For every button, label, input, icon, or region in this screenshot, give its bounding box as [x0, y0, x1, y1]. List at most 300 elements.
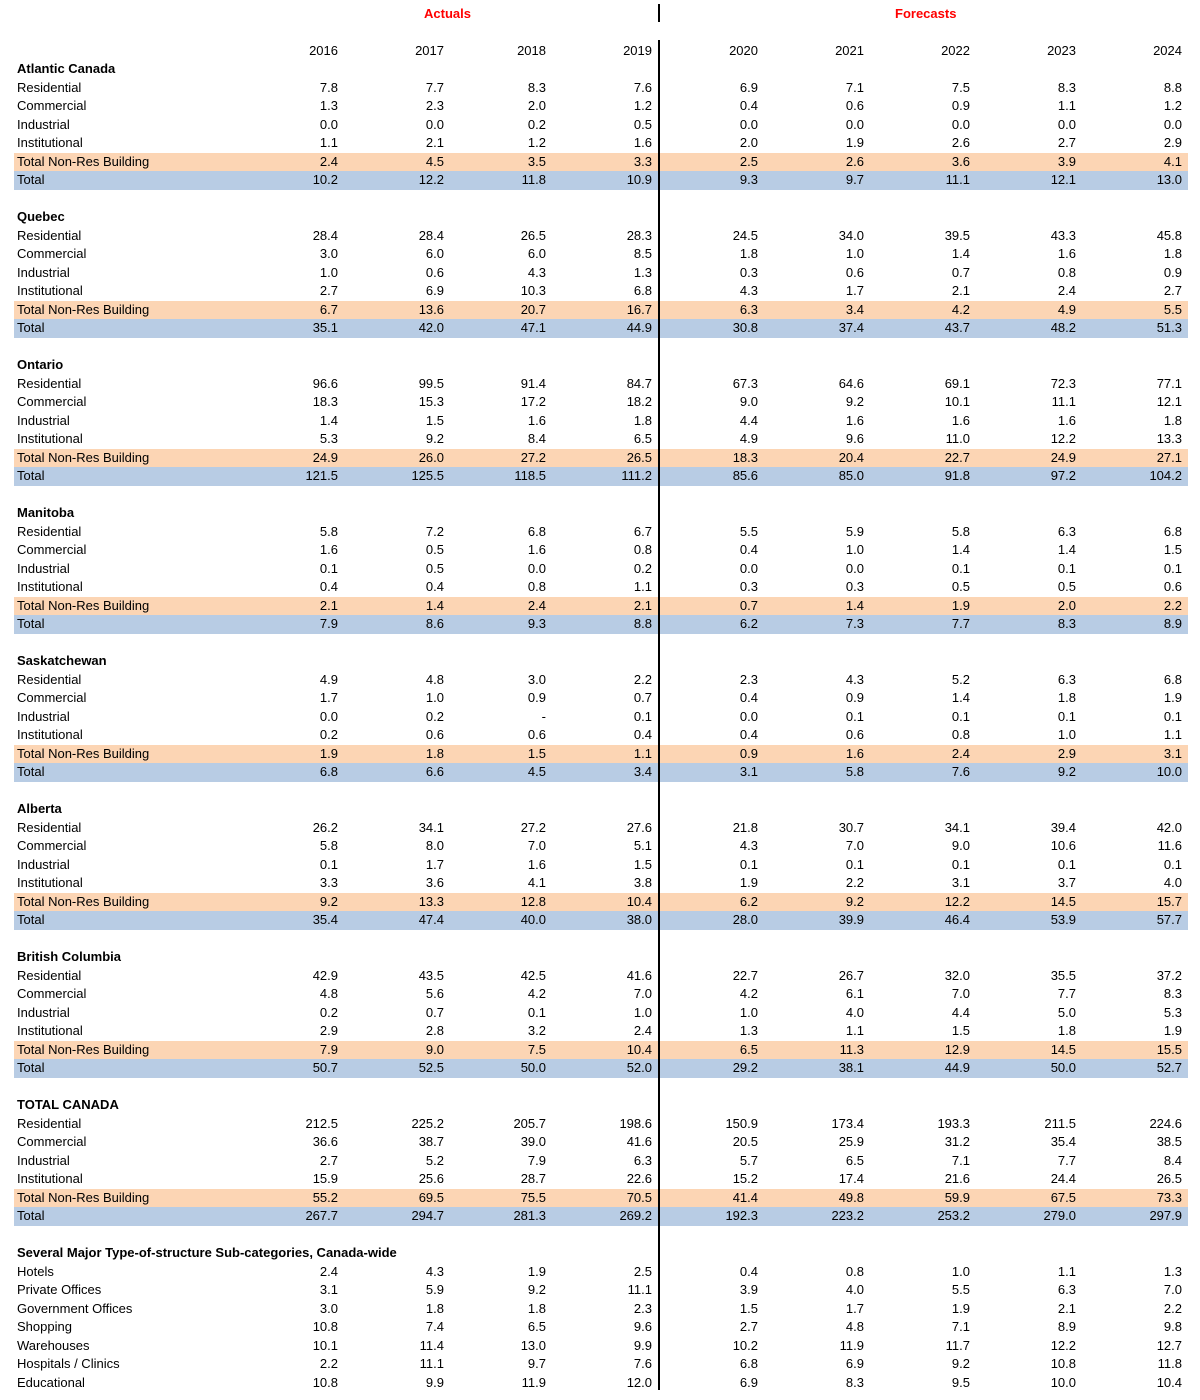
- value-cell: 193.3: [937, 1115, 970, 1131]
- row-label: Residential: [17, 79, 82, 95]
- row-label: Industrial: [17, 264, 70, 280]
- value-cell: 4.9: [1057, 301, 1076, 317]
- value-cell: 1.9: [527, 1263, 546, 1279]
- value-cell: 1.8: [425, 1300, 444, 1316]
- value-cell: 9.2: [319, 893, 338, 909]
- value-cell: 4.8: [319, 986, 338, 1001]
- value-cell: 0.7: [633, 690, 652, 705]
- value-cell: 1.0: [633, 1004, 652, 1020]
- value-cell: 224.6: [1149, 1115, 1182, 1131]
- year-header: 2016: [309, 43, 338, 58]
- value-cell: 11.0: [945, 431, 970, 446]
- value-cell: 0.6: [425, 264, 444, 280]
- value-cell: 9.3: [739, 172, 758, 187]
- value-cell: 1.4: [951, 690, 970, 705]
- year-header: 2023: [1047, 43, 1076, 58]
- value-cell: 3.9: [739, 1282, 758, 1297]
- value-cell: 6.7: [319, 301, 338, 317]
- row-label: Institutional: [17, 1023, 83, 1038]
- section-title: Quebec: [17, 209, 65, 224]
- value-cell: 0.9: [1163, 264, 1182, 280]
- value-cell: 5.8: [319, 838, 338, 853]
- value-cell: 0.1: [633, 708, 652, 724]
- value-cell: 0.8: [527, 579, 546, 594]
- row-label: Total: [17, 172, 45, 187]
- table-row: [14, 1152, 1188, 1171]
- value-cell: 6.0: [425, 246, 444, 261]
- value-cell: 1.9: [1163, 1023, 1182, 1038]
- value-cell: 0.0: [739, 116, 758, 132]
- value-cell: 212.5: [305, 1115, 338, 1131]
- value-cell: 0.1: [1057, 708, 1076, 724]
- value-cell: 9.6: [845, 431, 864, 446]
- value-cell: 5.5: [1163, 301, 1182, 317]
- value-cell: 0.2: [527, 116, 546, 132]
- value-cell: 211.5: [1044, 1115, 1076, 1131]
- value-cell: 24.9: [312, 449, 338, 465]
- total-row: [14, 1207, 1188, 1226]
- row-label: Commercial: [17, 246, 87, 261]
- value-cell: 8.9: [1057, 1319, 1076, 1334]
- value-cell: 0.9: [527, 690, 546, 705]
- value-cell: 0.0: [1057, 116, 1076, 132]
- value-cell: 6.0: [527, 246, 546, 261]
- value-cell: 5.3: [319, 431, 338, 446]
- value-cell: 4.0: [845, 1004, 864, 1020]
- value-cell: 0.5: [633, 116, 652, 132]
- value-cell: 7.9: [527, 1152, 546, 1168]
- value-cell: 15.5: [1156, 1041, 1182, 1057]
- value-cell: 1.8: [1163, 246, 1182, 261]
- value-cell: 2.7: [739, 1319, 758, 1334]
- value-cell: 43.5: [418, 967, 444, 983]
- value-cell: 2.6: [845, 153, 864, 169]
- value-cell: 0.1: [845, 708, 864, 724]
- value-cell: 0.1: [527, 1004, 546, 1020]
- value-cell: 0.4: [319, 579, 338, 594]
- table-row: [14, 1318, 1188, 1337]
- value-cell: 35.4: [312, 912, 338, 927]
- value-cell: 4.1: [527, 875, 546, 890]
- section-title: Atlantic Canada: [17, 61, 116, 76]
- value-cell: 1.7: [425, 856, 444, 872]
- value-cell: 2.7: [319, 283, 338, 298]
- value-cell: 7.4: [425, 1319, 444, 1334]
- value-cell: 6.3: [1057, 671, 1076, 687]
- value-cell: 7.5: [527, 1041, 546, 1057]
- row-label: Hotels: [17, 1263, 54, 1279]
- nonres-total-row: [14, 1189, 1188, 1208]
- value-cell: 14.5: [1050, 893, 1076, 909]
- value-cell: 1.3: [1163, 1263, 1182, 1279]
- value-cell: 9.8: [1163, 1319, 1182, 1334]
- value-cell: 47.4: [418, 912, 444, 927]
- value-cell: 39.9: [838, 912, 864, 927]
- value-cell: 2.2: [1163, 1300, 1182, 1316]
- value-cell: 6.3: [1057, 523, 1076, 539]
- value-cell: 11.9: [521, 1374, 546, 1390]
- table-row: [14, 708, 1188, 727]
- value-cell: 52.7: [1156, 1060, 1182, 1075]
- value-cell: 4.3: [845, 671, 864, 687]
- value-cell: 2.1: [951, 283, 970, 298]
- value-cell: 1.9: [319, 745, 338, 761]
- table-row: [14, 671, 1188, 690]
- forecasts-header: Forecasts: [895, 6, 957, 21]
- value-cell: 6.6: [425, 764, 444, 779]
- value-cell: 3.5: [527, 153, 546, 169]
- value-cell: 1.4: [425, 597, 444, 613]
- value-cell: 0.2: [633, 560, 652, 576]
- value-cell: 1.6: [845, 412, 864, 428]
- value-cell: 1.6: [951, 412, 970, 428]
- value-cell: 0.5: [425, 542, 444, 557]
- value-cell: 36.6: [312, 1134, 338, 1149]
- value-cell: 7.7: [951, 616, 970, 631]
- value-cell: 1.8: [633, 412, 652, 428]
- value-cell: 121.5: [305, 468, 338, 483]
- table-row: [14, 1374, 1188, 1393]
- table-row: [14, 282, 1188, 301]
- value-cell: 10.9: [626, 172, 652, 187]
- value-cell: 85.0: [838, 468, 864, 483]
- value-cell: 34.1: [418, 819, 444, 835]
- value-cell: 2.2: [845, 875, 864, 890]
- value-cell: 50.0: [520, 1060, 546, 1075]
- row-label: Total: [17, 320, 45, 335]
- value-cell: 11.1: [419, 1356, 444, 1371]
- value-cell: 1.4: [951, 246, 970, 261]
- row-label: Total Non-Res Building: [17, 153, 150, 169]
- value-cell: 4.3: [739, 838, 758, 853]
- nonres-total-row: [14, 153, 1188, 172]
- row-label: Commercial: [17, 1134, 87, 1149]
- actuals-header: Actuals: [424, 6, 471, 21]
- year-header: 2019: [623, 43, 652, 58]
- value-cell: 38.7: [418, 1134, 444, 1149]
- value-cell: 1.0: [739, 1004, 758, 1020]
- value-cell: 11.8: [521, 172, 546, 187]
- row-label: Residential: [17, 375, 82, 391]
- value-cell: 2.2: [1163, 597, 1182, 613]
- value-cell: 6.9: [739, 79, 758, 95]
- value-cell: 34.0: [838, 227, 864, 243]
- value-cell: 7.9: [319, 616, 338, 631]
- value-cell: 41.4: [732, 1189, 758, 1205]
- value-cell: 59.9: [944, 1189, 970, 1205]
- value-cell: 4.2: [951, 301, 970, 317]
- value-cell: 0.1: [1057, 560, 1076, 576]
- value-cell: 9.7: [527, 1356, 546, 1371]
- value-cell: 6.3: [739, 301, 758, 317]
- value-cell: 2.7: [1057, 135, 1076, 150]
- value-cell: 6.5: [633, 431, 652, 446]
- value-cell: 0.3: [845, 579, 864, 594]
- row-label: Total Non-Res Building: [17, 745, 150, 761]
- value-cell: 1.6: [845, 745, 864, 761]
- year-header: 2022: [941, 43, 970, 58]
- value-cell: 8.6: [425, 616, 444, 631]
- value-cell: 4.2: [739, 986, 758, 1001]
- value-cell: 6.8: [319, 764, 338, 779]
- value-cell: 1.5: [633, 856, 652, 872]
- value-cell: 7.0: [527, 838, 546, 853]
- nonres-total-row: [14, 301, 1188, 320]
- table-row: [14, 985, 1188, 1004]
- nonres-total-row: [14, 745, 1188, 764]
- value-cell: 39.4: [1050, 819, 1076, 835]
- table-row: [14, 1022, 1188, 1041]
- value-cell: 4.8: [845, 1319, 864, 1334]
- value-cell: 3.1: [319, 1282, 338, 1297]
- table-row: [14, 375, 1188, 394]
- value-cell: 1.9: [845, 135, 864, 150]
- value-cell: 32.0: [944, 967, 970, 983]
- value-cell: 8.0: [425, 838, 444, 853]
- value-cell: 4.3: [739, 283, 758, 298]
- value-cell: 99.5: [418, 375, 444, 391]
- value-cell: 0.1: [319, 560, 338, 576]
- value-cell: 43.3: [1050, 227, 1076, 243]
- value-cell: 4.4: [739, 412, 758, 428]
- value-cell: 69.1: [944, 375, 970, 391]
- row-label: Hospitals / Clinics: [17, 1356, 120, 1371]
- value-cell: 2.5: [633, 1263, 652, 1279]
- value-cell: 27.2: [520, 449, 546, 465]
- value-cell: 0.5: [425, 560, 444, 576]
- value-cell: 2.4: [319, 153, 338, 169]
- value-cell: 4.0: [845, 1282, 864, 1297]
- value-cell: 50.0: [1050, 1060, 1076, 1075]
- value-cell: 9.0: [951, 838, 970, 853]
- actuals-forecasts-divider: [658, 40, 660, 1390]
- value-cell: 9.2: [951, 1356, 970, 1371]
- row-label: Residential: [17, 967, 82, 983]
- value-cell: 0.0: [527, 560, 546, 576]
- total-row: [14, 911, 1188, 930]
- value-cell: 3.1: [739, 764, 758, 779]
- value-cell: 0.8: [1057, 264, 1076, 280]
- value-cell: 5.8: [319, 523, 338, 539]
- value-cell: 1.0: [1057, 727, 1076, 742]
- row-label: Total: [17, 468, 45, 483]
- value-cell: 9.6: [633, 1319, 652, 1334]
- value-cell: 281.3: [513, 1208, 546, 1223]
- value-cell: 8.3: [1057, 79, 1076, 95]
- value-cell: 1.1: [1057, 98, 1076, 113]
- table-row: [14, 578, 1188, 597]
- value-cell: 42.0: [1156, 819, 1182, 835]
- row-label: Commercial: [17, 394, 87, 409]
- value-cell: 0.7: [739, 597, 758, 613]
- value-cell: 279.0: [1043, 1208, 1076, 1223]
- value-cell: 6.5: [527, 1319, 546, 1334]
- value-cell: 3.1: [951, 875, 970, 890]
- value-cell: 6.3: [1057, 1282, 1076, 1297]
- row-label: Residential: [17, 227, 82, 243]
- value-cell: 1.8: [1057, 690, 1076, 705]
- value-cell: 1.8: [527, 1300, 546, 1316]
- value-cell: 35.1: [312, 320, 338, 335]
- value-cell: 6.5: [845, 1152, 864, 1168]
- value-cell: 2.2: [633, 671, 652, 687]
- value-cell: 28.0: [732, 912, 758, 927]
- value-cell: 0.7: [425, 1004, 444, 1020]
- table-row: [14, 97, 1188, 116]
- value-cell: 47.1: [520, 320, 546, 335]
- value-cell: 0.7: [951, 264, 970, 280]
- value-cell: 26.0: [418, 449, 444, 465]
- value-cell: 5.2: [425, 1152, 444, 1168]
- table-row: [14, 245, 1188, 264]
- value-cell: 3.9: [1057, 153, 1076, 169]
- value-cell: 0.4: [739, 1263, 758, 1279]
- value-cell: 0.1: [1163, 708, 1182, 724]
- row-label: Institutional: [17, 1171, 83, 1186]
- value-cell: 9.9: [425, 1374, 444, 1390]
- nonres-total-row: [14, 597, 1188, 616]
- value-cell: 0.6: [527, 727, 546, 742]
- value-cell: 12.8: [520, 893, 546, 909]
- value-cell: 31.2: [944, 1134, 970, 1149]
- value-cell: 0.2: [425, 708, 444, 724]
- value-cell: 6.8: [633, 283, 652, 298]
- value-cell: 7.6: [951, 764, 970, 779]
- row-label: Industrial: [17, 560, 70, 576]
- value-cell: 104.2: [1149, 468, 1182, 483]
- value-cell: 2.4: [1057, 283, 1076, 298]
- row-label: Institutional: [17, 135, 83, 150]
- value-cell: 6.8: [739, 1356, 758, 1371]
- value-cell: 70.5: [626, 1189, 652, 1205]
- value-cell: 1.2: [527, 135, 546, 150]
- value-cell: 38.0: [626, 912, 652, 927]
- value-cell: 55.2: [312, 1189, 338, 1205]
- value-cell: 8.3: [1057, 616, 1076, 631]
- value-cell: 1.0: [951, 1263, 970, 1279]
- table-row: [14, 560, 1188, 579]
- value-cell: 39.5: [944, 227, 970, 243]
- value-cell: 8.8: [1163, 79, 1182, 95]
- value-cell: 20.5: [732, 1134, 758, 1149]
- value-cell: 6.5: [739, 1041, 758, 1057]
- value-cell: 5.7: [739, 1152, 758, 1168]
- value-cell: 24.5: [732, 227, 758, 243]
- value-cell: 9.9: [633, 1337, 652, 1353]
- value-cell: 1.4: [951, 542, 970, 557]
- value-cell: 17.2: [520, 394, 546, 409]
- year-header: 2018: [517, 43, 546, 58]
- value-cell: 49.8: [838, 1189, 864, 1205]
- value-cell: 0.0: [845, 116, 864, 132]
- value-cell: 35.5: [1050, 967, 1076, 983]
- value-cell: 2.8: [425, 1023, 444, 1038]
- value-cell: 1.0: [425, 690, 444, 705]
- table-row: [14, 967, 1188, 986]
- value-cell: 1.6: [1057, 246, 1076, 261]
- value-cell: 5.3: [1163, 1004, 1182, 1020]
- value-cell: 18.3: [732, 449, 758, 465]
- value-cell: 12.2: [944, 893, 970, 909]
- value-cell: 42.9: [312, 967, 338, 983]
- table-row: [14, 856, 1188, 875]
- value-cell: 7.0: [845, 838, 864, 853]
- value-cell: 24.4: [1050, 1171, 1076, 1186]
- row-label: Shopping: [17, 1319, 72, 1334]
- row-label: Commercial: [17, 838, 87, 853]
- table-row: [14, 1263, 1188, 1282]
- value-cell: 0.0: [425, 116, 444, 132]
- value-cell: 4.4: [951, 1004, 970, 1020]
- value-cell: 11.4: [419, 1337, 444, 1353]
- value-cell: 14.5: [1050, 1041, 1076, 1057]
- value-cell: 2.3: [425, 98, 444, 113]
- value-cell: 9.5: [951, 1374, 970, 1390]
- row-label: Total Non-Res Building: [17, 449, 150, 465]
- value-cell: 48.2: [1050, 320, 1076, 335]
- value-cell: 173.4: [831, 1115, 864, 1131]
- value-cell: 43.7: [944, 320, 970, 335]
- value-cell: 5.8: [951, 523, 970, 539]
- value-cell: 46.4: [944, 912, 970, 927]
- value-cell: 28.3: [626, 227, 652, 243]
- value-cell: 4.3: [425, 1263, 444, 1279]
- value-cell: 269.2: [619, 1208, 652, 1223]
- value-cell: 10.0: [1050, 1374, 1076, 1390]
- value-cell: 6.7: [633, 523, 652, 539]
- value-cell: 7.9: [319, 1041, 338, 1057]
- value-cell: 6.2: [739, 893, 758, 909]
- value-cell: 85.6: [732, 468, 758, 483]
- value-cell: 2.9: [319, 1023, 338, 1038]
- value-cell: 2.9: [1163, 135, 1182, 150]
- value-cell: 10.8: [312, 1374, 338, 1390]
- value-cell: 7.3: [845, 616, 864, 631]
- value-cell: 0.0: [739, 560, 758, 576]
- value-cell: 223.2: [831, 1208, 864, 1223]
- value-cell: 2.1: [319, 597, 338, 613]
- value-cell: 0.4: [739, 542, 758, 557]
- value-cell: 0.1: [1163, 560, 1182, 576]
- value-cell: 25.6: [418, 1171, 444, 1186]
- total-row: [14, 171, 1188, 190]
- value-cell: 0.1: [845, 856, 864, 872]
- value-cell: 267.7: [305, 1208, 338, 1223]
- value-cell: 9.2: [425, 431, 444, 446]
- value-cell: 1.6: [319, 542, 338, 557]
- section-title: Manitoba: [17, 505, 75, 520]
- value-cell: 37.2: [1156, 967, 1182, 983]
- value-cell: 150.9: [725, 1115, 758, 1131]
- value-cell: 50.7: [312, 1060, 338, 1075]
- table-row: [14, 79, 1188, 98]
- nonres-total-row: [14, 1041, 1188, 1060]
- value-cell: 2.4: [527, 597, 546, 613]
- value-cell: 3.0: [319, 246, 338, 261]
- value-cell: 53.9: [1050, 912, 1076, 927]
- row-label: Institutional: [17, 875, 83, 890]
- value-cell: 2.0: [739, 135, 758, 150]
- value-cell: 1.5: [951, 1023, 970, 1038]
- value-cell: 96.6: [312, 375, 338, 391]
- value-cell: 0.9: [845, 690, 864, 705]
- nonres-total-row: [14, 449, 1188, 468]
- value-cell: 225.2: [411, 1115, 444, 1131]
- value-cell: 5.6: [425, 986, 444, 1001]
- value-cell: 8.3: [527, 79, 546, 95]
- year-header: 2017: [415, 43, 444, 58]
- value-cell: 7.8: [319, 79, 338, 95]
